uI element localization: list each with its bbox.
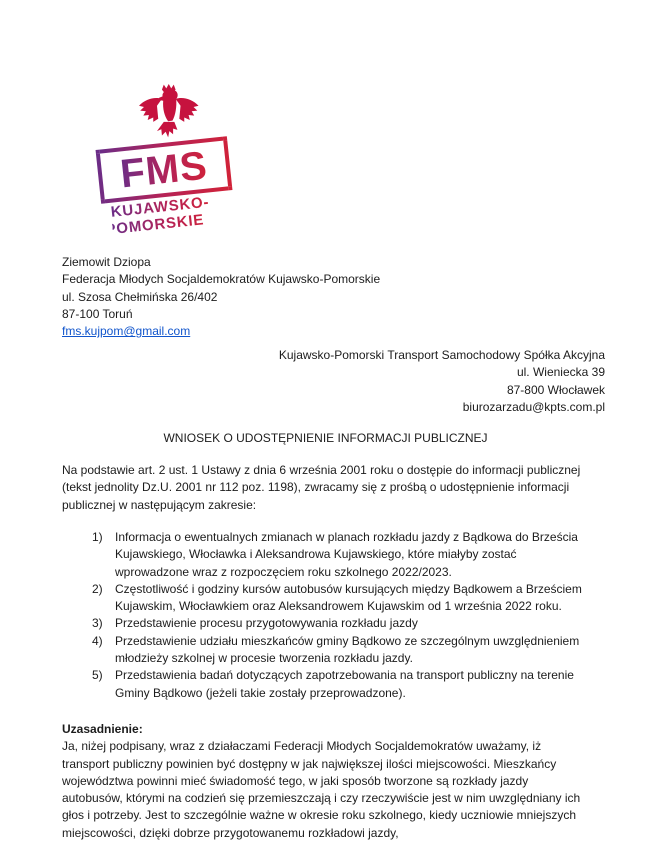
list-item	[62, 581, 589, 616]
logo-region-line1: KUJAWSKO-	[110, 193, 211, 221]
list-item-number: 4)	[92, 633, 103, 648]
logo-acronym: FMS	[118, 143, 210, 197]
list-item-number: 2)	[92, 581, 103, 596]
list-item-number: 3)	[92, 616, 103, 631]
list-item-number: 5)	[92, 668, 103, 683]
recipient-street: ul. Wieniecka 39	[516, 365, 605, 380]
recipient-city: 87-800 Włocławek	[506, 382, 605, 397]
polish-eagle-icon	[130, 84, 210, 146]
document-title: WNIOSEK O UDOSTĘPNIENIE INFORMACJI PUBLICZNEJ	[163, 431, 488, 445]
sender-block	[62, 254, 380, 340]
list-item-text: Przedstawienia badań dotyczących zapotrzebowania na transport publiczny na terenie Gminy Bądkowo (jeżeli takie zostały przeprowadzone).	[115, 668, 574, 700]
list-item	[62, 667, 589, 702]
logo-frame	[96, 136, 233, 204]
list-item-text: Przedstawienie udziału mieszkańców gminy Bądkowo ze szczególnym uwzględnieniem młodzieży szkolnej w procesie tworzenia rozkładu jazdy.	[115, 633, 580, 666]
list-item	[62, 633, 589, 668]
fms-logo	[96, 84, 246, 254]
sender-street: ul. Szosa Chełmińska 26/402	[62, 289, 218, 304]
list-item-text: Informacja o ewentualnych zmianach w planach rozkładu jazdy z Bądkowa do Brześcia Kujawskiego, Włocławka i Aleksandrowa Kujawskiego, które miałyby zostać wprowadzone wraz z rozpoczęciem roku szkolnego 2022/2023.	[115, 530, 578, 579]
sender-city: 87-100 Toruń	[62, 306, 133, 321]
sender-name: Ziemowit Dziopa	[62, 255, 151, 269]
logo-region-line2: POMORSKIE	[104, 211, 205, 239]
list-item-text: Częstotliwość i godziny kursów autobusów kursujących między Bądkowem a Brześciem Kujawskim, Włocławkiem oraz Aleksandrowem Kujawskim od 1 września 2022 roku.	[115, 581, 582, 614]
recipient-block	[279, 347, 605, 416]
list-item-number: 1)	[92, 530, 103, 544]
justification-body: Ja, niżej podpisany, wraz z działaczami Federacji Młodych Socjaldemokratów uważamy, iż transport publiczny powinien być dostępny w jak największej ilości miejscowości. Mieszkańcy województwa powinni mieć świadomość tego, w jaki sposób tworzone są rozkłady jazdy autobusów, którymi na codzień się przemieszczają i czy rzeczywiście jest w nim uwzględniany ich głos i potrzeby. Jest to szczególnie ważne w okresie roku szkolnego, kiedy uczniowie mniejszych miejscowości, dzięki dobrze przygotowanemu rozkładowi jazdy,	[62, 739, 581, 840]
justification-heading: Uzasadnienie:	[62, 722, 143, 736]
justification-section	[62, 721, 589, 842]
recipient-company: Kujawsko-Pomorski Transport Samochodowy Spółka Akcyjna	[278, 348, 605, 362]
list-item	[62, 615, 589, 632]
list-item-text: Przedstawienie procesu przygotowywania rozkładu jazdy	[115, 616, 418, 631]
sender-organization: Federacja Młodych Socjaldemokratów Kujawsko-Pomorskie	[62, 272, 381, 287]
list-item	[62, 529, 589, 581]
sender-email-link[interactable]: fms.kujpom@gmail.com	[62, 324, 191, 339]
recipient-email: biurozarzadu@kpts.com.pl	[462, 399, 605, 414]
intro-paragraph: Na podstawie art. 2 ust. 1 Ustawy z dnia 6 września 2001 roku o dostępie do informacji publicznej (tekst jednolity Dz.U. 2001 nr 112 poz. 1198), zwracamy się z prośbą o udostępnienie informacji publicznej w następującym zakresie:	[62, 463, 581, 512]
request-list	[62, 529, 589, 702]
